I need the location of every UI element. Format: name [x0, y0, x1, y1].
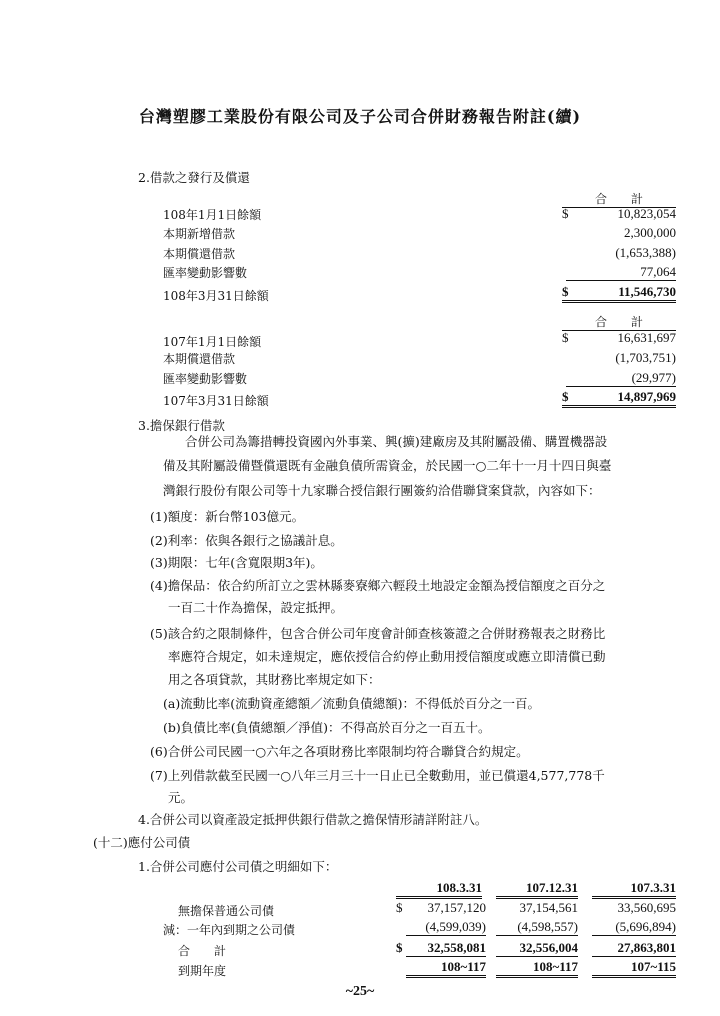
table-107-column-header: 合 計 — [562, 313, 676, 331]
bonds-column-header: 107.3.31 — [592, 880, 676, 899]
table-cell-value: 11,546,730 — [562, 284, 676, 303]
list-item-continuation: 一百二十作為擔保，設定抵押。 — [168, 600, 344, 615]
table-cell-value: 32,558,081 — [406, 940, 486, 957]
section-3-heading: 3.擔保銀行借款 — [138, 418, 225, 433]
table-cell-value: (4,599,039) — [406, 919, 486, 936]
table-cell-value: 27,863,801 — [592, 940, 676, 957]
bonds-column-header: 107.12.31 — [496, 880, 578, 899]
bonds-column-header: 108.3.31 — [396, 880, 482, 899]
list-item-continuation: 用之各項貸款，其財務比率規定如下： — [168, 672, 381, 687]
table-cell-value: (1,653,388) — [615, 245, 676, 260]
list-item: (4)擔保品：依合約所訂立之雲林縣麥寮鄉六輕段土地設定金額為授信額度之百分之 — [150, 578, 606, 593]
table-row-label: 本期新增借款 — [163, 227, 236, 241]
table-cell-value: (1,703,751) — [615, 350, 676, 365]
table-cell-value: 33,560,695 — [617, 900, 676, 915]
table-cell-value: (4,598,557) — [496, 919, 578, 936]
table-cell-value: 2,300,000 — [624, 225, 676, 240]
paragraph-line: 灣銀行股份有限公司等十九家聯合授信銀行團簽約洽借聯貸案貸款，內容如下： — [163, 483, 601, 498]
table-row-label: 減：一年內到期之公司債 — [163, 923, 296, 937]
table-cell-value: 108~117 — [496, 959, 578, 978]
table-row-label: 合 計 — [178, 944, 227, 958]
table-cell-value: (5,696,894) — [592, 919, 676, 936]
table-cell-value: 107~115 — [592, 959, 676, 978]
table-row-label: 本期償還借款 — [163, 247, 236, 261]
list-item: (6)合併公司民國一○六年之各項財務比率限制均符合聯貸合約規定。 — [150, 744, 529, 759]
currency-symbol: $ — [396, 940, 403, 955]
table-cell-value: (29,977) — [566, 370, 676, 387]
table-row-label: 107年3月31日餘額 — [163, 394, 269, 408]
table-row-label: 匯率變動影響數 — [163, 372, 248, 386]
section-12-subheading: 1.合併公司應付公司債之明細如下： — [138, 859, 338, 874]
paragraph-line: 備及其附屬設備暨償還既有金融負債所需資金，於民國一○二年十一月十四日與臺 — [163, 458, 612, 473]
list-sub-item: (b)負債比率(負債總額／淨值)：不得高於百分之一百五十。 — [163, 720, 491, 735]
section-2-heading: 2.借款之發行及償還 — [138, 170, 250, 185]
table-row-label: 無擔保普通公司債 — [178, 904, 275, 918]
currency-symbol: $ — [396, 900, 403, 915]
table-cell-value: 10,823,054 — [617, 206, 676, 221]
list-item: (2)利率：依與各銀行之協議計息。 — [150, 533, 343, 548]
table-row-label: 到期年度 — [178, 964, 227, 978]
table-cell-value: 14,897,969 — [562, 389, 676, 408]
section-4-text: 4.合併公司以資產設定抵押供銀行借款之擔保情形請詳附註八。 — [138, 812, 488, 827]
currency-symbol: $ — [562, 284, 569, 299]
list-sub-item: (a)流動比率(流動資產總額／流動負債總額)：不得低於百分之一百。 — [163, 696, 540, 711]
table-row-label: 108年1月1日餘額 — [163, 208, 262, 222]
list-item: (3)期限：七年(含寬限期3年)。 — [150, 555, 323, 570]
currency-symbol: $ — [562, 330, 569, 345]
list-item: (1)額度：新台幣103億元。 — [150, 509, 305, 524]
section-12-heading: (十二)應付公司債 — [93, 835, 191, 850]
paragraph-line: 合併公司為籌措轉投資國內外事業、興(擴)建廠房及其附屬設備、購置機器設 — [185, 434, 608, 449]
list-item-continuation: 元。 — [168, 790, 194, 805]
list-item: (5)該合約之限制條件，包含合併公司年度會計師查核簽證之合併財務報表之財務比 — [150, 626, 606, 641]
table-row-label: 本期償還借款 — [163, 352, 236, 366]
list-item-continuation: 率應符合規定，如未達規定，應依授信合約停止動用授信額度或應立即清償已動 — [168, 649, 606, 664]
table-cell-value: 16,631,697 — [617, 330, 676, 345]
table-row-label: 108年3月31日餘額 — [163, 289, 269, 303]
table-108-column-header: 合 計 — [562, 190, 676, 208]
table-cell-value: 108~117 — [406, 959, 486, 978]
table-row-label: 107年1月1日餘額 — [163, 335, 262, 349]
table-cell-value: 37,154,561 — [519, 900, 578, 915]
page-title: 台灣塑膠工業股份有限公司及子公司合併財務報告附註(續) — [138, 107, 582, 126]
table-cell-value: 32,556,004 — [496, 940, 578, 957]
table-cell-value: 77,064 — [566, 264, 676, 281]
list-item: (7)上列借款截至民國一○八年三月三十一日止已全數動用，並已償還4,577,778千 — [150, 768, 605, 783]
page-number: ~25~ — [345, 984, 375, 999]
table-row-label: 匯率變動影響數 — [163, 266, 248, 280]
currency-symbol: $ — [562, 389, 569, 404]
currency-symbol: $ — [562, 206, 569, 221]
table-cell-value: 37,157,120 — [427, 900, 486, 915]
